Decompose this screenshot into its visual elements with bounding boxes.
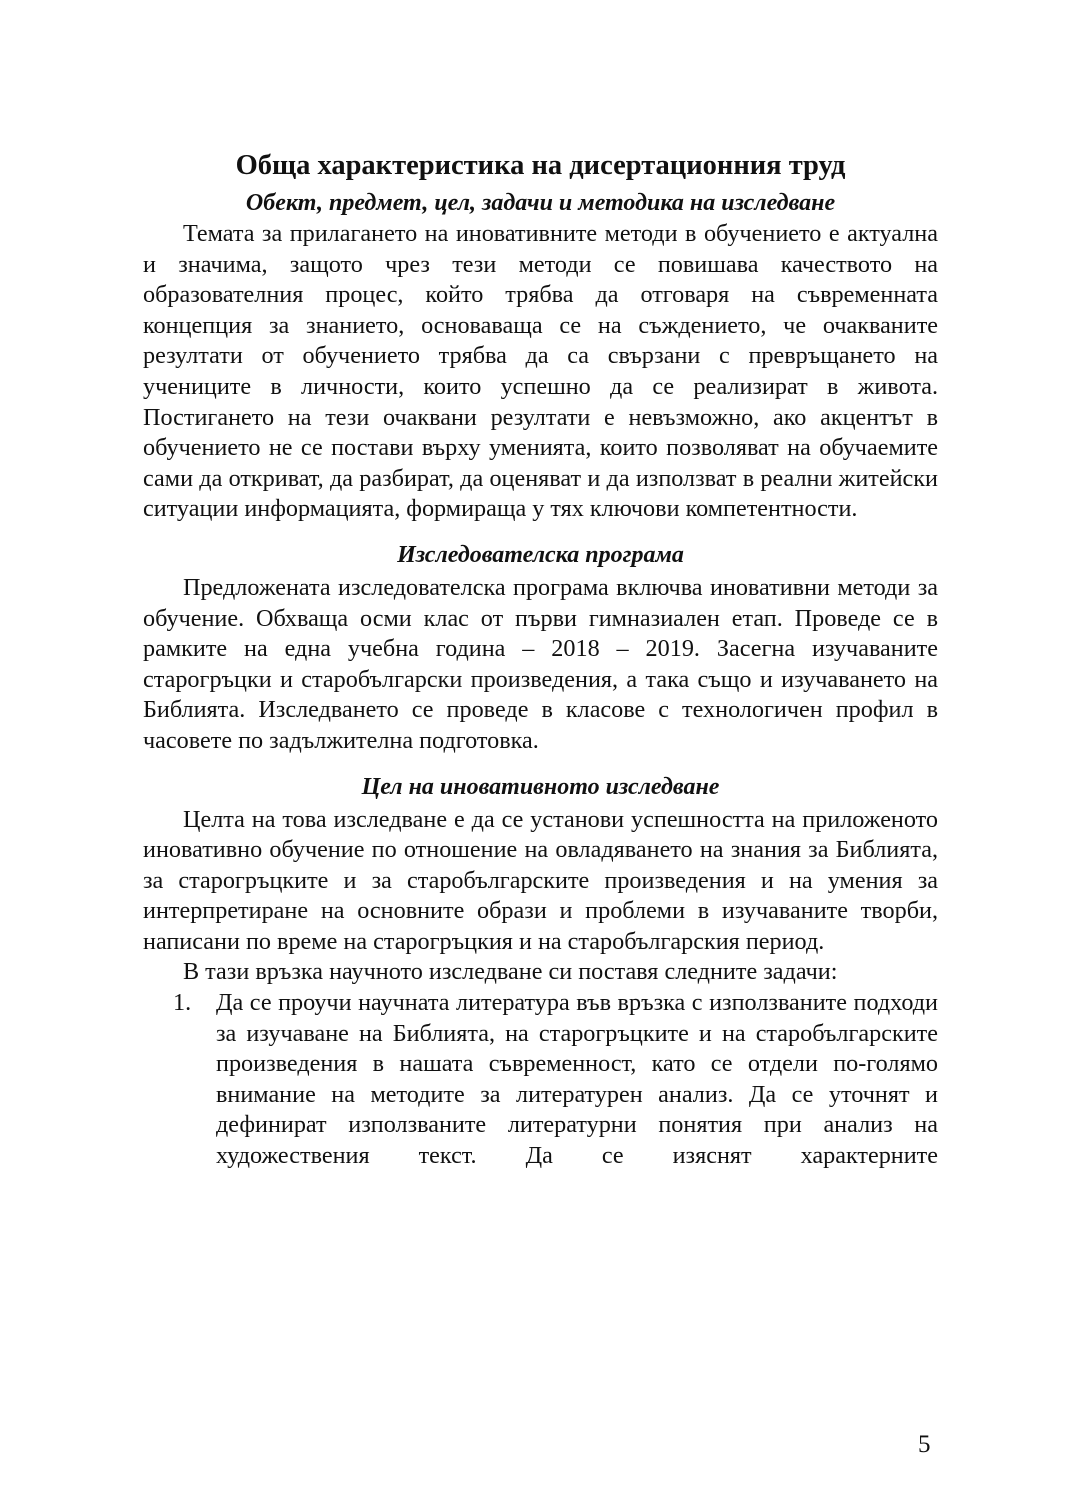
document-title: Обща характеристика на дисертационния труд	[235, 150, 846, 181]
paragraph-topic: Темата за прилагането на иновативните методи в обучението е актуална и значима, защото чрез тези методи се повишава качеството на образователния процес, който трябва да отговаря на съвременната концепция за знанието, основаваща се на съждението, че очакваните резултати от обучението трябва да са свързани с превръщането на учениците в личности, които успешно да се реализират в живота. Постигането на тези очаквани резултати е невъзможно, ако акцентът в обучението не се постави върху уменията, които позволяват на обучаемите сами да откриват, да разбират, да оценяват и да използват в реални житейски ситуации информацията, формираща у тях ключови компетентности.	[143, 220, 938, 523]
paragraph-tasks-intro: В тази връзка научното изследване си поставя следните задачи:	[183, 958, 838, 986]
section-heading-program: Изследователска програма	[397, 541, 684, 568]
page-number: 5	[918, 1431, 931, 1458]
list-item	[143, 988, 938, 1172]
page-content	[143, 146, 938, 1172]
section-heading-goal: Цел на иновативното изследване	[361, 773, 720, 800]
paragraph-program: Предложената изследователска програма включва иновативни методи за обучение. Обхваща осми клас от първи гимназиален етап. Проведе се в рамките на една учебна година – 2018 – 2019. Засегна изучаваните старогръцки и старобългарски произведения, а така също и изучаването на Библията. Изследването се проведе в класове с технологичен профил в часовете по задължителна подготовка.	[143, 573, 938, 754]
list-item-text: Да се проучи научната литература във връзка с използваните подходи за изучаване на Библията, на старогръцките и на старобългарските произведения в нашата съвременност, като се отдели по-голямо внимание на методите за литературен анализ. Да се уточнят и дефинират използваните литературни понятия при анализ на художествения текст. Да се изяснят характерните	[216, 989, 938, 1170]
list-item-number: 1.	[173, 989, 192, 1017]
tasks-list	[143, 988, 938, 1172]
paragraph-goal: Целта на това изследване е да се установи успешността на приложеното иновативно обучение по отношение на овладяването на знания за Библията, за старогръцките и за старобългарските произведения и на умения за интерпретиране на основните образи и проблеми в изучаваните творби, написани по време на старогръцкия и на старобългарския период.	[143, 805, 938, 955]
section-heading-object: Обект, предмет, цел, задачи и методика на изследване	[245, 190, 836, 216]
